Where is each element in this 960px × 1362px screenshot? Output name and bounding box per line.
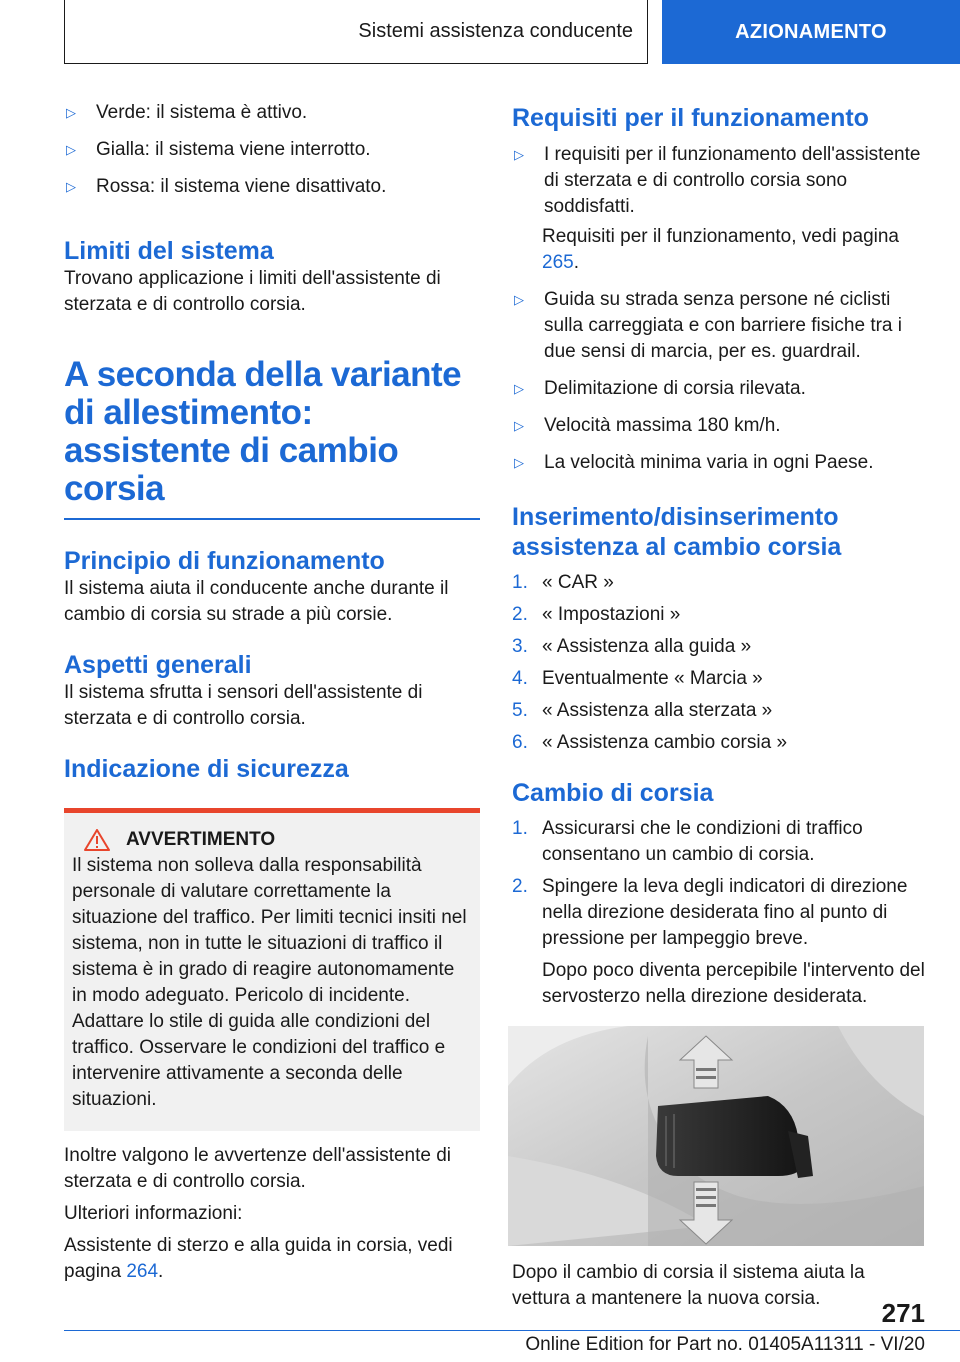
triangle-bullet-icon: ▷	[66, 105, 76, 120]
header-section	[64, 0, 648, 64]
warning-box	[64, 808, 480, 1131]
also-text: Inoltre valgono le avvertenze dell'assistente di sterzata e di controllo corsia.	[64, 1144, 452, 1192]
list-item: 2. « Impostazioni »	[512, 604, 681, 625]
list-item: ▷ La velocità minima varia in ogni Paese.	[512, 450, 928, 476]
list-item: ▷ Rossa: il sistema viene disattivato.	[64, 174, 480, 200]
warning-icon	[84, 829, 110, 851]
triangle-bullet-icon: ▷	[514, 381, 524, 396]
figure-caption: Dopo il cambio di corsia il sistema aiuta la vettura a mantenere la nuova corsia.	[512, 1262, 865, 1309]
turn-signal-lever-illustration	[508, 1026, 924, 1246]
list-item: ▷ Velocità massima 180 km/h.	[512, 413, 928, 439]
onoff-heading: Inserimento/disinserimento assistenza al cambio corsia	[512, 503, 842, 561]
header-chapter	[662, 0, 960, 64]
list-item: ▷ Verde: il sistema è attivo.	[64, 100, 480, 126]
header-chapter-title: AZIONAMENTO	[735, 20, 887, 43]
header-section-title: Sistemi assistenza conducente	[358, 20, 633, 42]
list-item: 4. Eventualmente « Marcia »	[512, 668, 763, 689]
list-item: 6. « Assistenza cambio corsia »	[512, 732, 788, 753]
triangle-bullet-icon: ▷	[514, 292, 524, 307]
lane-change-heading: Cambio di corsia	[512, 779, 714, 807]
safety-heading: Indicazione di sicurezza	[64, 754, 349, 783]
page-link[interactable]: 264	[126, 1260, 159, 1282]
requirements-reference: Requisiti per il funzionamento, vedi pagina 265.	[542, 226, 899, 273]
footer-edition: Online Edition for Part no. 01405A11311 - VI/20	[525, 1334, 925, 1355]
principle-text: Il sistema aiuta il conducente anche durante il cambio di corsia su strade a più corsie.	[64, 577, 449, 625]
general-heading: Aspetti generali	[64, 650, 252, 679]
page-link[interactable]: 265	[542, 252, 574, 273]
footer-rule	[64, 1330, 960, 1331]
lever-illustration-icon	[508, 1026, 924, 1246]
list-item: 2. Spingere la leva degli indicatori di direzione nella direzione desiderata fino al punto di pressione per lampeggio breve.	[512, 876, 908, 949]
warning-title: AVVERTIMENTO	[126, 828, 276, 850]
lane-sub-text: Dopo poco diventa percepibile l'intervento del servosterzo nella direzione desiderata.	[542, 960, 925, 1007]
reference-text: Assistente di sterzo e alla guida in corsia, vedi pagina 264.	[64, 1234, 453, 1282]
triangle-bullet-icon: ▷	[66, 179, 76, 194]
list-item: 1. Assicurarsi che le condizioni di traffico consentano un cambio di corsia.	[512, 818, 863, 865]
steps-list	[512, 570, 928, 756]
triangle-bullet-icon: ▷	[514, 418, 524, 433]
limits-heading: Limiti del sistema	[64, 237, 274, 265]
list-item: ▷ I requisiti per il funzionamento dell'assistente di sterzata e di controllo corsia sono soddisfatti.	[512, 142, 928, 220]
principle-heading: Principio di funzionamento	[64, 546, 385, 575]
left-column	[64, 100, 480, 1285]
list-item: 1. « CAR »	[512, 572, 614, 593]
lane-steps-list	[512, 816, 928, 952]
limits-text: Trovano applicazione i limiti dell'assistente di sterzata e di controllo corsia.	[64, 268, 441, 315]
list-item: ▷ Delimitazione di corsia rilevata.	[512, 376, 928, 402]
general-text: Il sistema sfrutta i sensori dell'assistente di sterzata e di controllo corsia.	[64, 681, 423, 729]
list-item: 5. « Assistenza alla sterzata »	[512, 700, 773, 721]
triangle-bullet-icon: ▷	[514, 455, 524, 470]
requirements-heading: Requisiti per il funzionamento	[512, 104, 869, 132]
page-number: 271	[881, 1298, 925, 1328]
main-heading: A seconda della variante di allestimento: assistente di cambio corsia	[64, 355, 462, 508]
more-info: Ulteriori informazioni:	[64, 1202, 243, 1224]
list-item: ▷ Gialla: il sistema viene interrotto.	[64, 137, 480, 163]
warning-text: Il sistema non solleva dalla responsabilità personale di valutare correttamente la situazione del traffico. Per limiti tecnici insiti nel sistema, non in tutte le situazioni di traffico il sistema è in grado di reagire autonomamente in modo adeguato. Pericolo di incidente. Adattare lo stile di guida alle condizioni del traffico. Osservare le condizioni del traffico e intervenire attivamente a seconda delle situazioni.	[72, 854, 467, 1110]
right-column	[512, 100, 928, 1312]
list-item: 3. « Assistenza alla guida »	[512, 636, 752, 657]
list-item: ▷ Guida su strada senza persone né ciclisti sulla carreggiata e con barriere fisiche tra i due sensi di marcia, per es. guardrail.	[512, 287, 928, 365]
triangle-bullet-icon: ▷	[514, 147, 524, 162]
warning-title-row	[72, 829, 472, 851]
triangle-bullet-icon: ▷	[66, 142, 76, 157]
heading-rule	[64, 518, 480, 520]
